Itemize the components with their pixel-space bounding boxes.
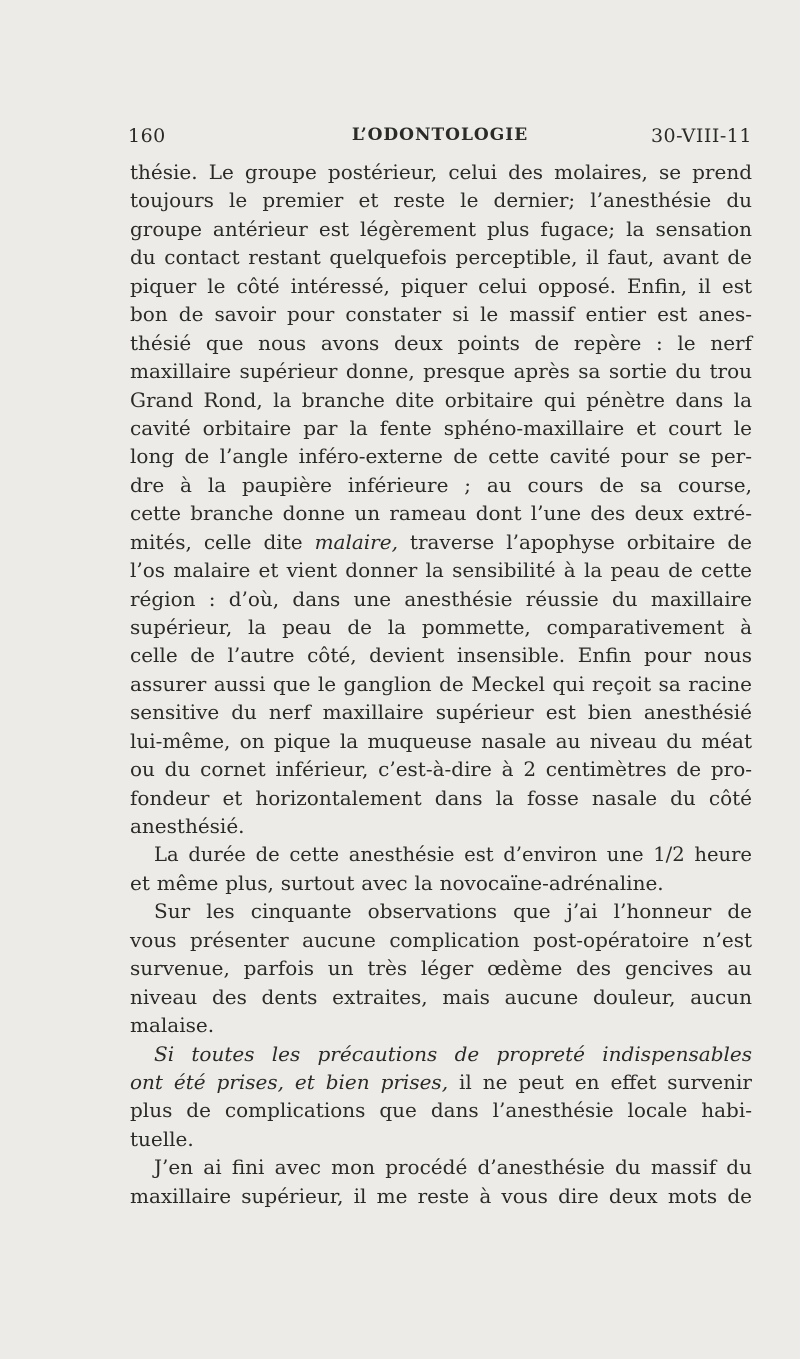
text-line: Grand Rond, la branche dite orbitaire qui pénètre dans la xyxy=(130,387,752,412)
text-line: tuelle. xyxy=(130,1126,194,1151)
text-line: thésié que nous avons deux points de repère : le nerf xyxy=(130,330,752,355)
text-line: La durée de cette anesthésie est d’environ une 1/2 heure xyxy=(154,842,752,866)
text-line: du contact restant quelquefois perceptible, il faut, avant de xyxy=(130,245,752,270)
text-line: groupe antérieur est légèrement plus fugace; la sensation xyxy=(130,216,752,241)
text-line: anesthésié. xyxy=(130,814,245,839)
text-line: cette branche donne un rameau dont l’une des deux extré- xyxy=(130,501,752,526)
text-line: région : d’où, dans une anesthésie réussie du maxillaire xyxy=(130,586,752,611)
text-segment: il ne peut en effet survenir xyxy=(448,1070,752,1094)
text-line: et même plus, surtout avec la novocaïne-adrénaline. xyxy=(130,870,664,895)
text-line: J’en ai fini avec mon procédé d’anesthésie du massif du xyxy=(154,1155,752,1180)
text-line: ou du cornet inférieur, c’est-à-dire à 2 centimètres de pro- xyxy=(130,757,752,782)
text-line xyxy=(130,1068,752,1096)
text-line: plus de complications que dans l’anesthésie locale habi- xyxy=(130,1098,752,1123)
text-line: survenue, parfois un très léger œdème des gencives au xyxy=(130,956,752,981)
page-body-text xyxy=(130,158,752,1210)
text-segment: mités, celle dite xyxy=(130,529,315,554)
text-segment: traverse l’apophyse orbitaire de xyxy=(397,529,752,554)
text-line: bon de savoir pour constater si le massif entier est anes- xyxy=(130,302,752,327)
text-line: dre à la paupière inférieure ; au cours de sa course, xyxy=(130,472,752,497)
text-line: sensitive du nerf maxillaire supérieur est bien anesthésié xyxy=(130,700,752,725)
running-header xyxy=(128,125,752,155)
text-line: fondeur et horizontalement dans la fosse nasale du côté xyxy=(130,785,752,810)
text-line: piquer le côté intéressé, piquer celui opposé. Enfin, il est xyxy=(130,273,752,298)
text-line: Sur les cinquante observations que j’ai l’honneur de xyxy=(154,899,752,924)
text-line: niveau des dents extraites, mais aucune douleur, aucun xyxy=(130,984,752,1009)
text-line: maxillaire supérieur, il me reste à vous dire deux mots de xyxy=(130,1183,752,1208)
text-line: thésie. Le groupe postérieur, celui des molaires, se prend xyxy=(130,160,752,184)
page-number: 160 xyxy=(128,125,166,147)
text-line: supérieur, la peau de la pommette, comparativement à xyxy=(130,615,752,639)
italic-term: malaire, xyxy=(314,529,398,554)
text-line: lui-même, on pique la muqueuse nasale au niveau du méat xyxy=(130,728,752,753)
text-line: assurer aussi que le ganglion de Meckel qui reçoit sa racine xyxy=(130,671,752,696)
italic-phrase: ont été prises, et bien prises, xyxy=(130,1070,449,1094)
issue-date: 30-VIII-11 xyxy=(650,125,752,147)
text-line: long de l’angle inféro-externe de cette cavité pour se per- xyxy=(130,444,752,469)
text-line xyxy=(130,528,752,556)
text-line: celle de l’autre côté, devient insensible. Enfin pour nous xyxy=(130,643,752,668)
journal-title: L’ODONTOLOGIE xyxy=(351,125,529,145)
text-line: Si toutes les précautions de propreté indispensables xyxy=(154,1041,752,1066)
text-line: vous présenter aucune complication post-opératoire n’est xyxy=(130,927,752,952)
text-line: toujours le premier et reste le dernier; l’anesthésie du xyxy=(130,188,752,213)
text-line: l’os malaire et vient donner la sensibilité à la peau de cette xyxy=(130,558,752,583)
text-line: cavité orbitaire par la fente sphéno-maxillaire et court le xyxy=(130,415,752,440)
text-line: maxillaire supérieur donne, presque après sa sortie du trou xyxy=(130,359,752,384)
text-line: malaise. xyxy=(130,1013,215,1038)
